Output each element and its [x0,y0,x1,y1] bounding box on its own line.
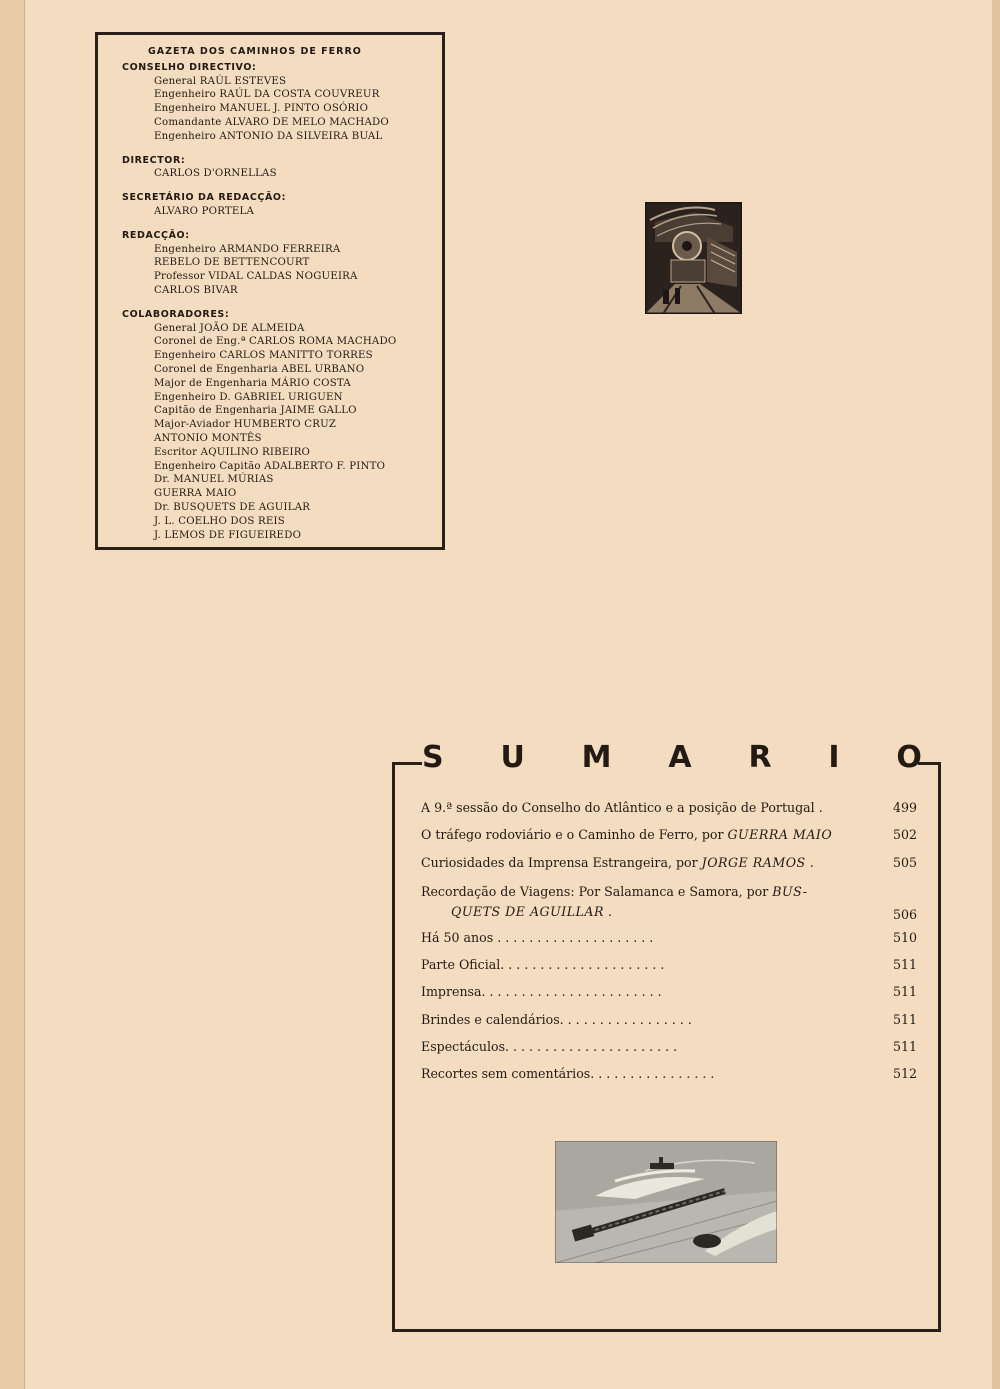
staff-section-heading: COLABORADORES: [122,308,230,320]
toc-entry-page: 506 [892,906,917,922]
toc-entry-page: 510 [892,929,917,945]
staff-sections [122,61,442,543]
staff-member: GUERRA MAIO [154,488,237,500]
toc-entry[interactable] [421,957,917,984]
staff-member: Comandante ALVARO DE MELO MACHADO [154,116,389,128]
table-of-contents [421,800,917,1094]
staff-box [95,32,445,550]
staff-member: Professor VIDAL CALDAS NOGUEIRA [154,271,358,283]
page-gutter [0,0,25,1389]
staff-member: General RAÚL ESTEVES [154,75,287,87]
toc-entry[interactable] [421,882,917,930]
staff-member: Engenheiro CARLOS MANITTO TORRES [154,350,373,362]
title-letter-o: O [896,739,922,775]
toc-entry-page: 511 [892,984,917,1000]
toc-entry-page: 502 [892,827,917,843]
toc-entry-title: Há 50 anos . . . . . . . . . . . . . . . . . . . . [421,929,654,945]
toc-entry[interactable] [421,1012,917,1039]
toc-entry[interactable] [421,930,917,957]
toc-entry-page: 511 [892,957,917,973]
staff-member: J. L. COELHO DOS REIS [154,515,285,527]
title-letter-r: R [748,739,772,775]
staff-member: Coronel de Engenharia ABEL URBANO [154,363,365,375]
transport-illustration-icon [555,1141,777,1263]
toc-entry-title: Recordação de Viagens: Por Salamanca e Samora, por BUS- QUETS DE AGUILLAR . [421,883,808,919]
staff-member: CARLOS BIVAR [154,284,238,296]
locomotive-engraving-icon [645,202,742,314]
toc-entry[interactable] [421,1066,917,1093]
toc-entry-page: 511 [892,1039,917,1055]
staff-member: CARLOS D'ORNELLAS [154,168,277,180]
staff-section-heading: CONSELHO DIRECTIVO: [122,61,257,73]
toc-entry-title: Parte Oficial. . . . . . . . . . . . . . . . . . . . . [421,957,665,973]
title-letter-i: I [828,739,840,775]
title-letter-a: A [668,739,692,775]
toc-entry[interactable] [421,855,917,882]
staff-member: ALVARO PORTELA [154,205,255,217]
toc-entry[interactable] [421,800,917,827]
staff-member: Dr. BUSQUETS DE AGUILAR [154,501,311,513]
staff-member: J. LEMOS DE FIGUEIREDO [154,529,302,541]
title-letter-u: U [500,739,525,775]
staff-member: Dr. MANUEL MÚRIAS [154,474,274,486]
toc-entry-title: Curiosidades da Imprensa Estrangeira, por JORGE RAMOS . [421,854,814,870]
staff-member: Escritor AQUILINO RIBEIRO [154,446,311,458]
toc-entry[interactable] [421,827,917,854]
toc-entry-page: 511 [892,1011,917,1027]
toc-entry[interactable] [421,984,917,1011]
toc-entry[interactable] [421,1039,917,1066]
staff-member: General JOÃO DE ALMEIDA [154,322,305,334]
sumario-title [422,737,922,777]
staff-member: Engenheiro ARMANDO FERREIRA [154,243,341,255]
page-right-edge [992,0,1000,1389]
toc-entry-title: A 9.ª sessão do Conselho do Atlântico e a posição de Portugal . [421,800,823,815]
staff-section-heading: DIRECTOR: [122,154,186,166]
toc-entry-title: Brindes e calendários. . . . . . . . . . . . . . . . . [421,1011,692,1027]
staff-member: Coronel de Eng.ª CARLOS ROMA MACHADO [154,336,397,348]
staff-section-heading: SECRETÁRIO DA REDACÇÃO: [122,192,286,204]
toc-entry-title: O tráfego rodoviário e o Caminho de Ferro, por GUERRA MAIO [421,827,833,843]
staff-member: Engenheiro ANTONIO DA SILVEIRA BUAL [154,130,383,142]
toc-entry-page: 499 [892,800,917,815]
staff-member: Major-Aviador HUMBERTO CRUZ [154,419,337,431]
staff-member: Capitão de Engenharia JAIME GALLO [154,405,357,417]
toc-entry-page: 512 [892,1066,917,1082]
title-letter-s: S [422,739,444,775]
toc-entry-page: 505 [892,854,917,870]
toc-entry-title: Imprensa. . . . . . . . . . . . . . . . . . . . . . . [421,984,662,1000]
staff-member: Engenheiro MANUEL J. PINTO OSÓRIO [154,103,369,115]
staff-member: Engenheiro Capitão ADALBERTO F. PINTO [154,460,386,472]
masthead: GAZETA DOS CAMINHOS DE FERRO [148,46,362,57]
staff-section-heading: REDACÇÃO: [122,229,190,241]
staff-member: Major de Engenharia MÁRIO COSTA [154,377,351,389]
staff-member: Engenheiro RAÚL DA COSTA COUVREUR [154,89,380,101]
toc-entry-title: Espectáculos. . . . . . . . . . . . . . . . . . . . . . [421,1039,678,1055]
staff-member: REBELO DE BETTENCOURT [154,257,310,269]
toc-entry-title: Recortes sem comentários. . . . . . . . . . . . . . . . [421,1066,715,1082]
staff-member: Engenheiro D. GABRIEL URIGUEN [154,391,343,403]
staff-member: ANTONIO MONTÊS [154,432,262,444]
title-letter-m: M [581,739,612,775]
